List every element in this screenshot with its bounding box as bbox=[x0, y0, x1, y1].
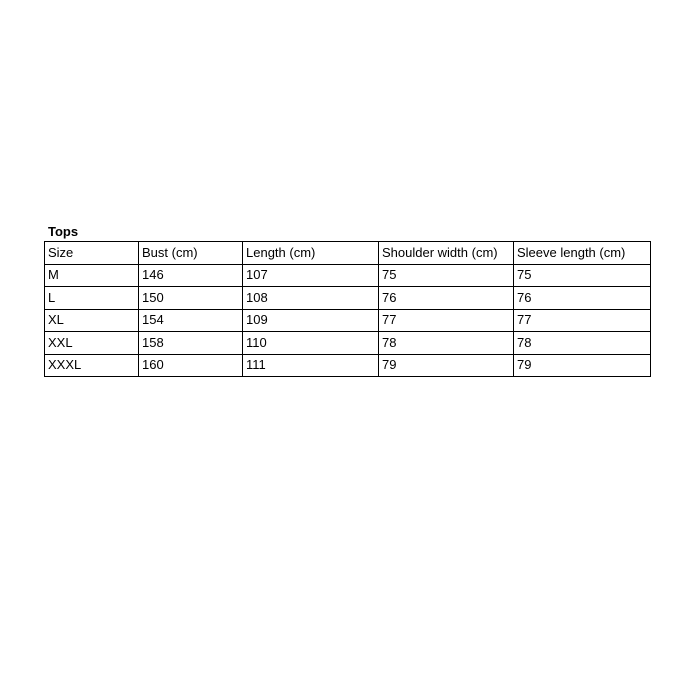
cell-bust: 154 bbox=[139, 309, 243, 332]
table-row bbox=[45, 354, 651, 377]
header-cell-shoulder-width: Shoulder width (cm) bbox=[379, 242, 514, 265]
table-row bbox=[45, 332, 651, 355]
cell-length: 109 bbox=[243, 309, 379, 332]
table-row bbox=[45, 287, 651, 310]
cell-length: 111 bbox=[243, 354, 379, 377]
cell-shoulder-width: 78 bbox=[379, 332, 514, 355]
cell-shoulder-width: 77 bbox=[379, 309, 514, 332]
table-row bbox=[45, 309, 651, 332]
cell-length: 108 bbox=[243, 287, 379, 310]
header-cell-bust: Bust (cm) bbox=[139, 242, 243, 265]
cell-sleeve-length: 76 bbox=[514, 287, 651, 310]
cell-shoulder-width: 76 bbox=[379, 287, 514, 310]
cell-length: 107 bbox=[243, 264, 379, 287]
cell-size: XL bbox=[45, 309, 139, 332]
header-cell-size: Size bbox=[45, 242, 139, 265]
cell-sleeve-length: 78 bbox=[514, 332, 651, 355]
cell-bust: 160 bbox=[139, 354, 243, 377]
table-row bbox=[45, 264, 651, 287]
cell-sleeve-length: 79 bbox=[514, 354, 651, 377]
table-title: Tops bbox=[48, 224, 79, 239]
cell-sleeve-length: 77 bbox=[514, 309, 651, 332]
cell-sleeve-length: 75 bbox=[514, 264, 651, 287]
cell-size: L bbox=[45, 287, 139, 310]
header-cell-length: Length (cm) bbox=[243, 242, 379, 265]
header-cell-sleeve-length: Sleeve length (cm) bbox=[514, 242, 651, 265]
cell-bust: 150 bbox=[139, 287, 243, 310]
cell-bust: 146 bbox=[139, 264, 243, 287]
cell-size: XXXL bbox=[45, 354, 139, 377]
cell-length: 110 bbox=[243, 332, 379, 355]
size-chart-table bbox=[44, 241, 651, 377]
cell-size: XXL bbox=[45, 332, 139, 355]
cell-shoulder-width: 79 bbox=[379, 354, 514, 377]
cell-size: M bbox=[45, 264, 139, 287]
table-header-row bbox=[45, 242, 651, 265]
cell-bust: 158 bbox=[139, 332, 243, 355]
cell-shoulder-width: 75 bbox=[379, 264, 514, 287]
